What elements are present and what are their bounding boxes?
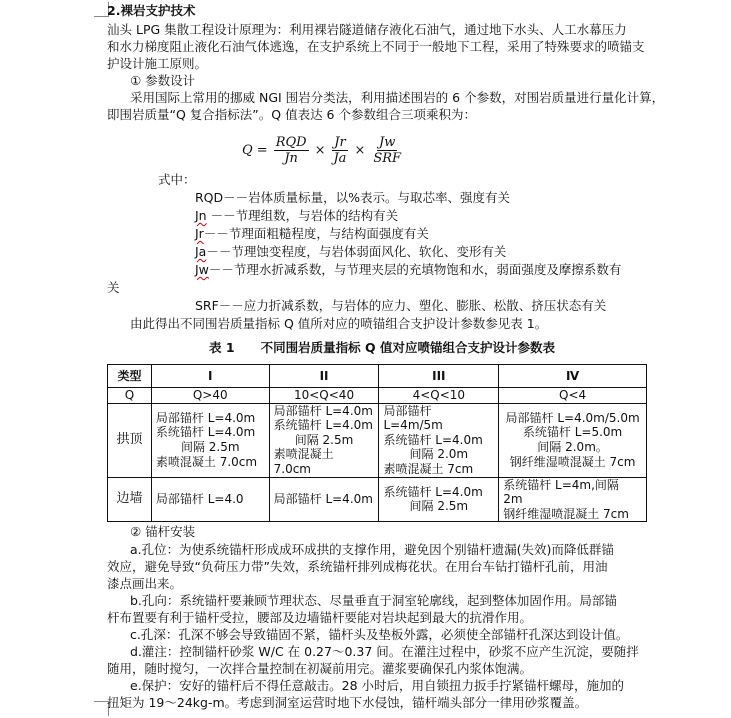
arch-cell-iv — [499, 403, 647, 477]
cell-line: 局部锚杆 L=4.0m — [155, 410, 256, 425]
wall-cell-iii — [379, 477, 499, 522]
arch-label: 拱顶 — [108, 403, 152, 477]
subheading-anchor-install: ② 锚杆安装 — [130, 524, 196, 539]
definition-srf: SRF－－应力折减系数，与岩体的应力、塑化、膨胀、松散、挤压状态有关 — [195, 298, 607, 313]
definition-jw — [195, 262, 621, 278]
section-title: 2.裸岩支护技术 — [107, 3, 196, 18]
fraction-jw-srf — [371, 135, 403, 166]
q-range-iv: Q<4 — [499, 388, 647, 404]
cell-line: 间隔 2.5m — [180, 440, 240, 455]
fraction-numerator: RQD — [275, 134, 307, 150]
cell-line: 系统锚杆 L=4m,间隔 2m — [503, 477, 619, 507]
times-sign: × — [314, 142, 326, 158]
cell-line: 系统锚杆 L=5.0m — [522, 425, 623, 440]
install-line-4: b.孔向：系统锚杆要兼顾节理状态、尽量垂直于洞室轮廓线，起到整体加固作用。局部锚 — [130, 593, 617, 608]
fraction-denominator: Ja — [333, 150, 347, 166]
definition-term: Jr — [195, 226, 204, 241]
cell-line: 间隔 2.0m — [409, 447, 469, 462]
definition-text: －－节理水折减系数，与节理夹层的充填物饱和水，弱面强度及摩擦系数有 — [208, 262, 622, 277]
arch-cell-ii — [269, 403, 379, 477]
header-class-i: I — [151, 365, 269, 388]
table-row-q — [108, 388, 647, 404]
fraction-jr-ja — [331, 135, 348, 166]
cell-line: 系统锚杆 L=4.0m — [273, 418, 373, 433]
fraction-denominator: Jn — [284, 150, 298, 166]
ngi-line-1: 采用国际上常用的挪威 NGI 围岩分类法，利用描述围岩的 6 个参数，对围岩质量进行量化计算， — [130, 90, 665, 105]
header-type: 类型 — [108, 365, 152, 388]
definition-wrap: 关 — [107, 280, 120, 295]
cell-line: 间隔 2.0m。 — [537, 440, 608, 455]
q-label: Q — [108, 388, 152, 404]
table-row-wall — [108, 477, 647, 522]
conclusion-line: 由此得出不同围岩质量指标 Q 值所对应的喷锚组合支护设计参数参见表 1。 — [130, 316, 548, 331]
cell-line: 间隔 2.5m — [409, 499, 469, 514]
install-line-1: a.孔位：为使系统锚杆形成成环成拱的支撑作用，避免因个别锚杆遗漏(失效)而降低群锚 — [130, 542, 614, 557]
ngi-line-2: 即围岩质量“Q 复合指标法”。Q 值表达 6 个参数组合三项乘积为： — [107, 107, 476, 122]
install-line-10: 扭矩为 19～24kg-m。考虑到洞室运营时地下水侵蚀，锚杆端头部分一律用砂浆覆盖。 — [107, 695, 588, 710]
cell-line: 系统锚杆 L=4.0m — [383, 484, 483, 499]
definition-text: －－节理蚀变程度，与岩体弱面风化、软化、变形有关 — [206, 244, 507, 259]
q-range-i: Q>40 — [151, 388, 269, 404]
cell-line: 素喷混凝土 7.0cm — [155, 454, 258, 469]
install-line-8: 随用，随时搅匀，一次拌合量控制在初凝前用完。灌浆要确保孔内浆体饱满。 — [107, 661, 533, 676]
cell-line: 局部锚杆 L=4m/5m — [383, 403, 443, 433]
definition-term: Jn — [195, 208, 207, 223]
definition-text: －－节理面粗糙程度，与结构面强度有关 — [203, 226, 429, 241]
fraction-denominator: SRF — [373, 150, 402, 166]
cell-line: 系统锚杆 L=4.0m — [383, 432, 483, 447]
formula-lhs: Q = — [242, 142, 268, 158]
install-line-2: 效应，避免导致“负荷压力带”失效，系统锚杆排列成梅花状。在用台车钻打锚杆孔前，用油 — [107, 559, 608, 574]
cell-line: 局部锚杆 L=4.0m/5.0m — [505, 410, 640, 425]
install-line-5: 杆布置要有利于锚杆受拉，腰部及边墙锚杆要能对岩块起到最大的抗滑作用。 — [107, 610, 533, 625]
definition-rqd — [195, 190, 510, 206]
arch-cell-i — [151, 403, 269, 477]
arch-cell-iii — [379, 403, 499, 477]
times-sign: × — [354, 142, 366, 158]
install-line-6: c.孔深：孔深不够会导致锚固不紧，锚杆头及垫板外露，必须使全部锚杆孔深达到设计值。 — [130, 627, 629, 642]
cell-line: 局部锚杆 L=4.0m — [273, 403, 373, 418]
intro-line-1: 汕头 LPG 集散工程设计原理为：利用裸岩隧道储存液化石油气，通过地下水头、人工水幕压力 — [107, 22, 627, 37]
definition-text: －－节理组数，与岩体的结构有关 — [206, 208, 399, 223]
fraction-numerator: Jw — [379, 134, 396, 150]
definition-jr — [195, 226, 429, 242]
q-range-iii: 4<Q<10 — [379, 388, 499, 404]
install-line-3: 漆点画出来。 — [107, 576, 183, 591]
install-line-7: d.灌注：控制锚杆砂浆 W/C 在 0.27～0.37 间。在灌注过程中，砂浆不应产生沉淀，要随拌 — [130, 644, 639, 659]
wall-label: 边墙 — [108, 477, 152, 522]
intro-line-3: 护设计施工原则。 — [107, 56, 208, 71]
definition-term: RQD — [195, 190, 224, 205]
cell-line: 间隔 2.5m — [294, 432, 354, 447]
fraction-numerator: Jr — [334, 134, 346, 150]
intro-line-2: 和水力梯度阻止液化石油气体逃逸，在支护系统上不同于一般地下工程，采用了特殊要求的喷锚支 — [107, 39, 645, 54]
header-class-iv: Ⅳ — [499, 365, 647, 388]
support-parameter-table — [107, 364, 647, 522]
cell-line: 素喷混凝土 7cm — [383, 461, 474, 476]
fraction-rqd-jn — [274, 135, 309, 166]
install-line-9: e.保护：安好的锚杆后不得任意敲击。28 小时后，用自锁扭力扳手拧紧锚杆螺母，施加的 — [130, 678, 625, 693]
cell-line: 钢纤维湿喷混凝土 7cm — [503, 506, 629, 521]
definition-text: －－岩体质量标量，以%表示。与取芯率、强度有关 — [223, 190, 511, 205]
table-row-arch — [108, 403, 647, 477]
cell-line: 素喷混凝土 7.0cm — [273, 447, 334, 476]
wall-cell-ii — [269, 477, 379, 522]
header-class-iii: III — [379, 365, 499, 388]
table-caption: 表 1 不同围岩质量指标 Q 值对应喷锚组合支护设计参数表 — [209, 340, 555, 355]
definition-term: Ja — [195, 244, 207, 259]
q-range-ii: 10<Q<40 — [269, 388, 379, 404]
cell-line: 系统锚杆 L=4.0m — [155, 425, 256, 440]
cell-line: 局部锚杆 L=4.0 — [155, 492, 244, 507]
where-label: 式中： — [158, 172, 196, 187]
definition-jn — [195, 208, 398, 224]
subheading-parameter-design: ① 参数设计 — [130, 73, 196, 88]
wall-cell-i — [151, 477, 269, 522]
wall-cell-iv — [499, 477, 647, 522]
table-header-row — [108, 365, 647, 388]
definition-ja — [195, 244, 506, 260]
q-formula — [242, 130, 405, 170]
cell-line: 钢纤维湿喷混凝土 7cm — [509, 454, 636, 469]
cell-line: 局部锚杆 L=4.0m — [273, 492, 373, 507]
definition-term: Jw — [195, 262, 209, 277]
header-class-ii: II — [269, 365, 379, 388]
